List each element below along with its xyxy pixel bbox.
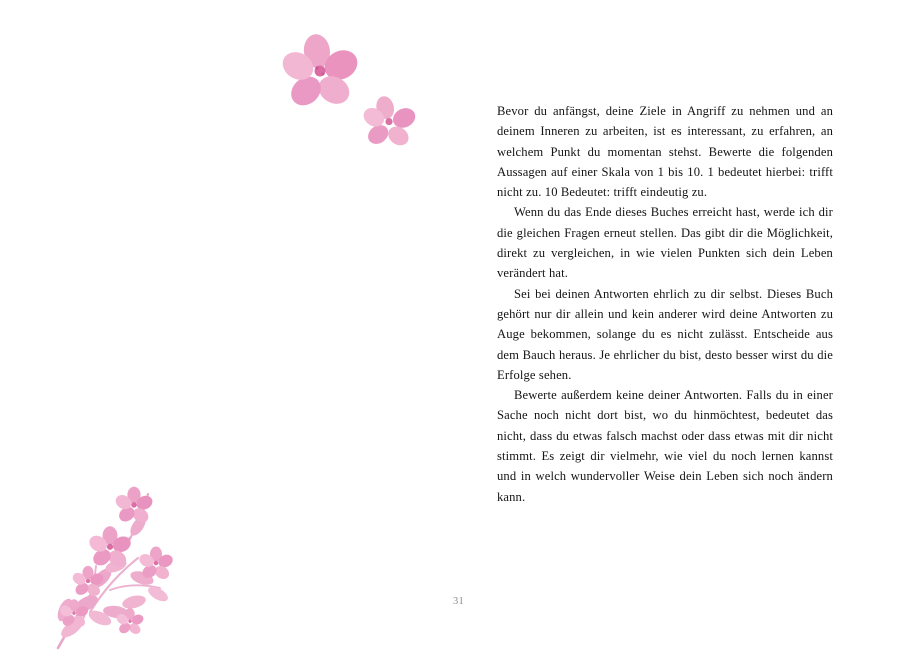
body-text-column — [497, 101, 833, 507]
pink-flower-branch-illustration — [38, 462, 218, 652]
body-paragraph: Bewerte außerdem keine deiner Antworten. Falls du in einer Sache noch nicht dort bist, wo du hinmöchtest, bedeutet das nicht, dass du etwas falsch machst oder dass etwas mit dir nicht stimmt. Es zeigt dir vielmehr, wie viel du noch lernen kannst und in welch wundervoller Weise dein Leben sich noch ändern kann. — [497, 388, 833, 504]
body-paragraph: Bevor du anfängst, deine Ziele in Angriff zu nehmen und an deinem Inneren zu arbeiten, ist es interessant, zu erfahren, an welchem Punkt du momentan stehst. Bewerte die folgenden Aussagen auf einer Skala von 1 bis 10. 1 bedeutet hierbei: trifft nicht zu. 10 Bedeutet: trifft eindeutig zu. — [497, 104, 833, 200]
page-number: 31 — [453, 596, 464, 607]
body-paragraph: Wenn du das Ende dieses Buches erreicht hast, werde ich dir die gleichen Fragen erneut stellen. Das gibt dir die Möglichkeit, direkt zu vergleichen, in wie vielen Punkten sich dein Leben verändert hat. — [497, 205, 833, 281]
pink-blossom-illustration — [276, 28, 426, 178]
body-paragraph: Sei bei deinen Antworten ehrlich zu dir selbst. Dieses Buch gehört nur dir allein und kein anderer wird deine Antworten zu Auge bekommen, solange du es nicht zulässt. Entscheide aus dem Bauch heraus. Je ehrlicher du bist, desto besser wirst du die Erfolge sehen. — [497, 286, 833, 382]
